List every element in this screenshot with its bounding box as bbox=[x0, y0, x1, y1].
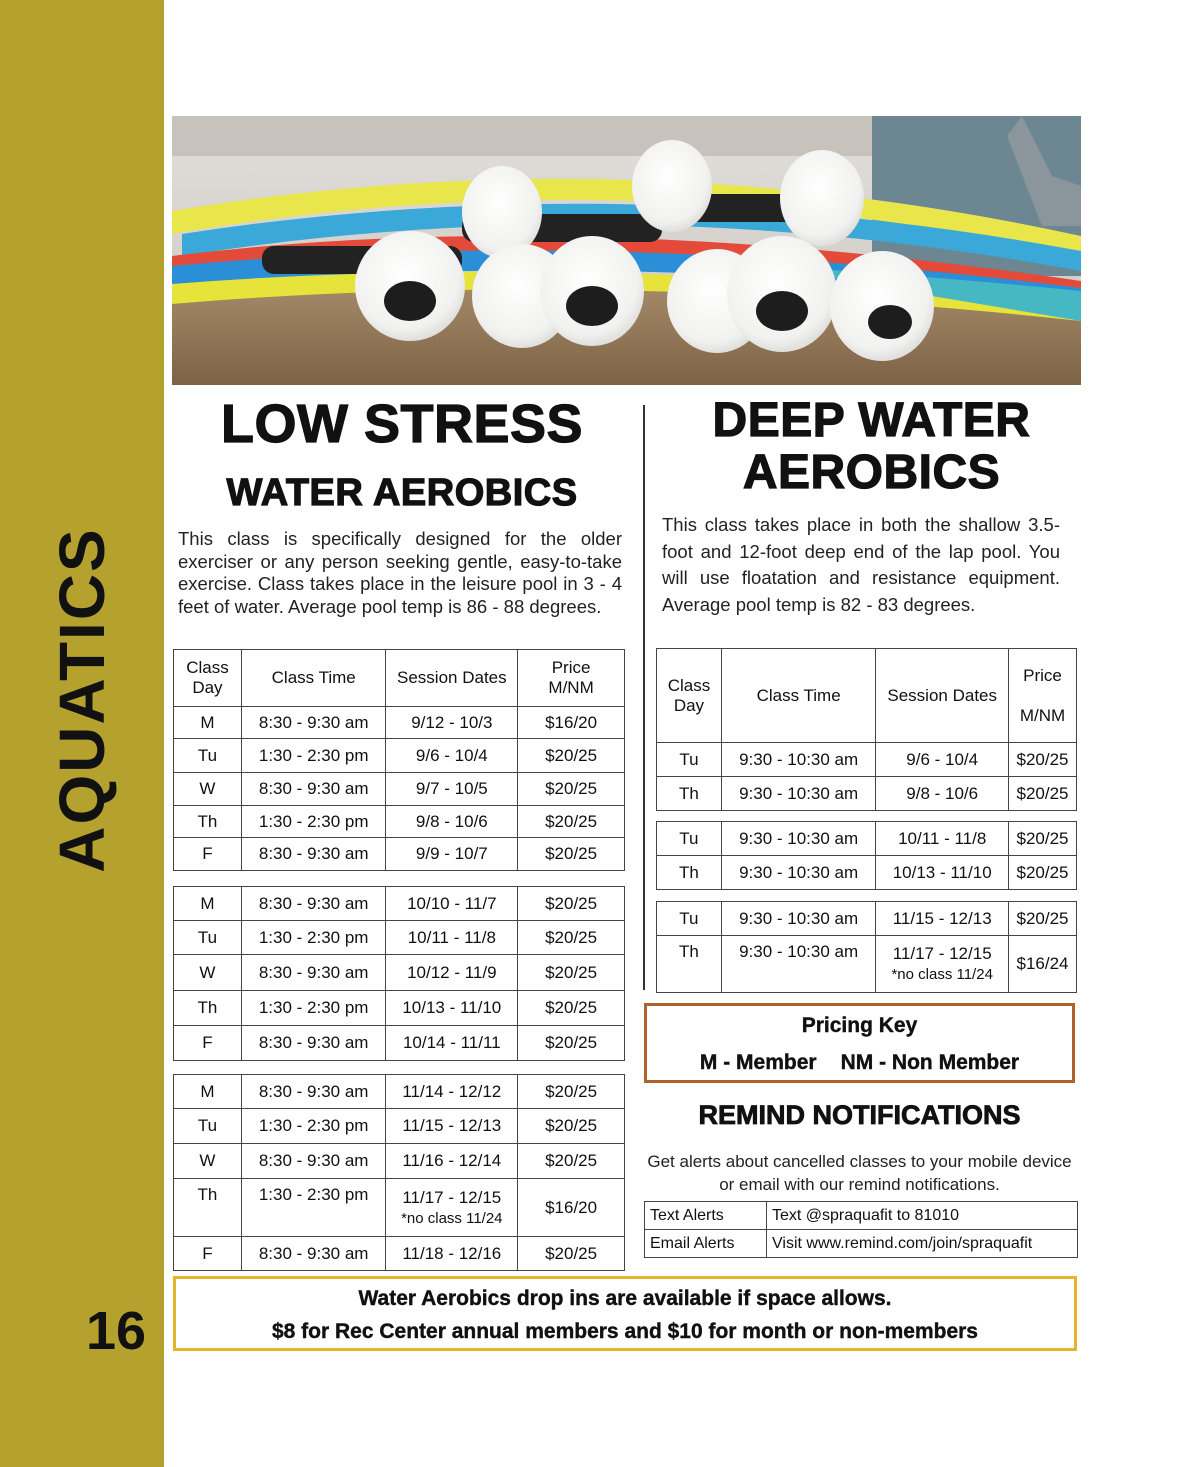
cell-time: 8:30 - 9:30 am bbox=[241, 1026, 386, 1061]
cell-price: $20/25 bbox=[1009, 822, 1077, 856]
table-row bbox=[174, 707, 625, 739]
table-row bbox=[174, 1109, 625, 1144]
deep-water-schedule-table-3 bbox=[656, 901, 1077, 993]
cell-day: F bbox=[174, 1026, 242, 1061]
drop-ins-line2: $8 for Rec Center annual members and $10 for month or non-members bbox=[271, 1320, 978, 1343]
section-label: AQUATICS bbox=[46, 527, 118, 873]
low-stress-schedule-table bbox=[173, 649, 625, 871]
remind-description: Get alerts about cancelled classes to your mobile device or email with our remind notifications. bbox=[647, 1152, 1072, 1194]
table-header-row bbox=[174, 650, 625, 707]
deep-water-title: DEEP WATER bbox=[712, 394, 1031, 447]
cell-dates: 11/17 - 12/15 *no class 11/24 bbox=[386, 1179, 518, 1237]
sidebar bbox=[0, 0, 164, 1467]
table-row bbox=[174, 1179, 625, 1237]
cell-dates: 10/14 - 11/11 bbox=[386, 1026, 518, 1061]
pricing-key-box bbox=[644, 1003, 1075, 1083]
cell-day: Tu bbox=[174, 921, 242, 955]
cell-dates: 11/15 - 12/13 bbox=[876, 902, 1009, 936]
cell-price: $16/20 bbox=[518, 707, 625, 739]
remind-table bbox=[644, 1201, 1078, 1258]
cell-dates: 9/12 - 10/3 bbox=[386, 707, 518, 739]
cell-price: $20/25 bbox=[518, 1026, 625, 1061]
cell-day: Th bbox=[174, 991, 242, 1026]
table-row bbox=[174, 739, 625, 773]
cell-price: $16/20 bbox=[518, 1179, 625, 1237]
cell-day: Th bbox=[174, 1179, 242, 1237]
low-stress-schedule-table-3 bbox=[173, 1074, 625, 1271]
cell-price: $20/25 bbox=[518, 887, 625, 921]
cell-price: $20/25 bbox=[1009, 777, 1077, 811]
low-stress-subtitle: WATER AEROBICS bbox=[226, 472, 578, 514]
cell-time: 8:30 - 9:30 am bbox=[241, 1144, 386, 1179]
cell-price: $20/25 bbox=[1009, 856, 1077, 890]
cell-time: 8:30 - 9:30 am bbox=[241, 1237, 386, 1271]
pricing-key-line bbox=[647, 1051, 1072, 1075]
cell-day: Th bbox=[657, 856, 722, 890]
cell-day: F bbox=[174, 838, 242, 871]
cell-day: F bbox=[174, 1237, 242, 1271]
low-stress-title: LOW STRESS bbox=[220, 394, 583, 454]
column-divider bbox=[643, 405, 645, 990]
table-row bbox=[657, 743, 1077, 777]
cell-day: M bbox=[174, 1075, 242, 1109]
cell-price: $20/25 bbox=[518, 1109, 625, 1144]
cell-dates: 9/6 - 10/4 bbox=[386, 739, 518, 773]
cell-price: $20/25 bbox=[518, 773, 625, 806]
cell-day: W bbox=[174, 955, 242, 991]
cell-dates: 10/11 - 11/8 bbox=[876, 822, 1009, 856]
remind-value: Text @spraquafit to 81010 bbox=[767, 1202, 1078, 1230]
remind-title: REMIND NOTIFICATIONS bbox=[698, 1100, 1021, 1130]
header-price: Price M/NM bbox=[518, 650, 625, 707]
cell-dates: 10/13 - 11/10 bbox=[386, 991, 518, 1026]
cell-time: 8:30 - 9:30 am bbox=[241, 773, 386, 806]
cell-day: Th bbox=[657, 777, 722, 811]
remind-row bbox=[645, 1202, 1078, 1230]
cell-price: $20/25 bbox=[518, 838, 625, 871]
header-class-day: Class Day bbox=[174, 650, 242, 707]
cell-dates: 11/14 - 12/12 bbox=[386, 1075, 518, 1109]
cell-time: 1:30 - 2:30 pm bbox=[241, 1179, 386, 1237]
remind-value: Visit www.remind.com/join/spraquafit bbox=[767, 1230, 1078, 1258]
table-row bbox=[174, 1075, 625, 1109]
cell-time: 1:30 - 2:30 pm bbox=[241, 739, 386, 773]
cell-dates: 9/7 - 10/5 bbox=[386, 773, 518, 806]
cell-price: $16/24 bbox=[1009, 936, 1077, 993]
table-row bbox=[174, 991, 625, 1026]
cell-time: 8:30 - 9:30 am bbox=[241, 1075, 386, 1109]
table-row bbox=[174, 773, 625, 806]
pricing-key-member: M - Member bbox=[699, 1051, 817, 1074]
deep-water-title-line2: AEROBICS bbox=[742, 446, 1001, 499]
header-class-time: Class Time bbox=[241, 650, 386, 707]
header-price: Price M/NM bbox=[1009, 649, 1077, 743]
cell-time: 1:30 - 2:30 pm bbox=[241, 921, 386, 955]
cell-time: 9:30 - 10:30 am bbox=[721, 777, 875, 811]
cell-dates: 11/15 - 12/13 bbox=[386, 1109, 518, 1144]
cell-time: 1:30 - 2:30 pm bbox=[241, 991, 386, 1026]
cell-dates: 10/10 - 11/7 bbox=[386, 887, 518, 921]
table-row bbox=[657, 777, 1077, 811]
cell-day: M bbox=[174, 707, 242, 739]
cell-dates: 10/11 - 11/8 bbox=[386, 921, 518, 955]
table-row bbox=[174, 806, 625, 838]
photo-illustration bbox=[172, 116, 1081, 385]
cell-time: 1:30 - 2:30 pm bbox=[241, 806, 386, 838]
cell-price: $20/25 bbox=[518, 991, 625, 1026]
table-row bbox=[174, 1026, 625, 1061]
cell-price: $20/25 bbox=[518, 1237, 625, 1271]
deep-water-schedule-table-2 bbox=[656, 821, 1077, 890]
cell-day: Th bbox=[657, 936, 722, 993]
cell-price: $20/25 bbox=[518, 739, 625, 773]
cell-time: 1:30 - 2:30 pm bbox=[241, 1109, 386, 1144]
remind-label: Email Alerts bbox=[645, 1230, 767, 1258]
pricing-key-title: Pricing Key bbox=[801, 1014, 918, 1037]
remind-row bbox=[645, 1230, 1078, 1258]
low-stress-description: This class is specifically designed for the older exerciser or any person seeking gentle, easy-to-take exercise. Class takes place in the leisure pool in 3 - 4 feet of water. Average pool temp is 86 - 88 degrees. bbox=[178, 528, 622, 617]
table-row bbox=[657, 856, 1077, 890]
table-row bbox=[174, 955, 625, 991]
cell-dates: 9/8 - 10/6 bbox=[876, 777, 1009, 811]
no-class-note: *no class 11/24 bbox=[891, 966, 993, 983]
deep-water-schedule-table bbox=[656, 648, 1077, 811]
cell-dates: 10/13 - 11/10 bbox=[876, 856, 1009, 890]
cell-price: $20/25 bbox=[1009, 743, 1077, 777]
cell-price: $20/25 bbox=[1009, 902, 1077, 936]
header-class-time: Class Time bbox=[721, 649, 875, 743]
cell-price: $20/25 bbox=[518, 806, 625, 838]
cell-dates: 11/16 - 12/14 bbox=[386, 1144, 518, 1179]
pricing-key-non-member: NM - Non Member bbox=[840, 1051, 1020, 1074]
cell-dates: 10/12 - 11/9 bbox=[386, 955, 518, 991]
cell-time: 8:30 - 9:30 am bbox=[241, 955, 386, 991]
table-row bbox=[174, 838, 625, 871]
remind-label: Text Alerts bbox=[645, 1202, 767, 1230]
cell-dates: 9/9 - 10/7 bbox=[386, 838, 518, 871]
cell-time: 9:30 - 10:30 am bbox=[721, 936, 876, 993]
drop-ins-line1: Water Aerobics drop ins are available if space allows. bbox=[358, 1287, 892, 1310]
table-header-row bbox=[657, 649, 1077, 743]
cell-time: 9:30 - 10:30 am bbox=[721, 743, 875, 777]
drop-ins-box bbox=[173, 1276, 1077, 1351]
no-class-note: *no class 11/24 bbox=[401, 1209, 503, 1227]
cell-dates: 11/18 - 12/16 bbox=[386, 1237, 518, 1271]
cell-day: Th bbox=[174, 806, 242, 838]
header-session-dates: Session Dates bbox=[386, 650, 518, 707]
cell-time: 9:30 - 10:30 am bbox=[721, 902, 876, 936]
cell-dates: 11/17 - 12/15 *no class 11/24 bbox=[876, 936, 1009, 993]
table-row bbox=[174, 887, 625, 921]
cell-time: 8:30 - 9:30 am bbox=[241, 838, 386, 871]
cell-price: $20/25 bbox=[518, 955, 625, 991]
cell-price: $20/25 bbox=[518, 921, 625, 955]
table-row bbox=[174, 1144, 625, 1179]
header-session-dates: Session Dates bbox=[876, 649, 1009, 743]
cell-day: Tu bbox=[657, 902, 722, 936]
page-number: 16 bbox=[86, 1301, 147, 1361]
cell-time: 8:30 - 9:30 am bbox=[241, 887, 386, 921]
cell-time: 9:30 - 10:30 am bbox=[721, 822, 876, 856]
cell-time: 8:30 - 9:30 am bbox=[241, 707, 386, 739]
table-row bbox=[174, 921, 625, 955]
table-row bbox=[657, 822, 1077, 856]
cell-day: W bbox=[174, 773, 242, 806]
cell-dates: 9/8 - 10/6 bbox=[386, 806, 518, 838]
cell-time: 9:30 - 10:30 am bbox=[721, 856, 876, 890]
cell-price: $20/25 bbox=[518, 1075, 625, 1109]
table-row bbox=[657, 936, 1077, 993]
cell-day: M bbox=[174, 887, 242, 921]
cell-day: Tu bbox=[657, 822, 722, 856]
low-stress-schedule-table-2 bbox=[173, 886, 625, 1061]
cell-day: W bbox=[174, 1144, 242, 1179]
aqua-equipment-photo bbox=[172, 116, 1081, 385]
cell-day: Tu bbox=[657, 743, 722, 777]
cell-price: $20/25 bbox=[518, 1144, 625, 1179]
header-class-day: Class Day bbox=[657, 649, 722, 743]
cell-dates: 9/6 - 10/4 bbox=[876, 743, 1009, 777]
table-row bbox=[657, 902, 1077, 936]
cell-day: Tu bbox=[174, 1109, 242, 1144]
table-row bbox=[174, 1237, 625, 1271]
deep-water-description: This class takes place in both the shallow 3.5-foot and 12-foot deep end of the lap pool. You will use floatation and resistance equipment. Average pool temp is 82 - 83 degrees. bbox=[662, 514, 1060, 615]
cell-day: Tu bbox=[174, 739, 242, 773]
